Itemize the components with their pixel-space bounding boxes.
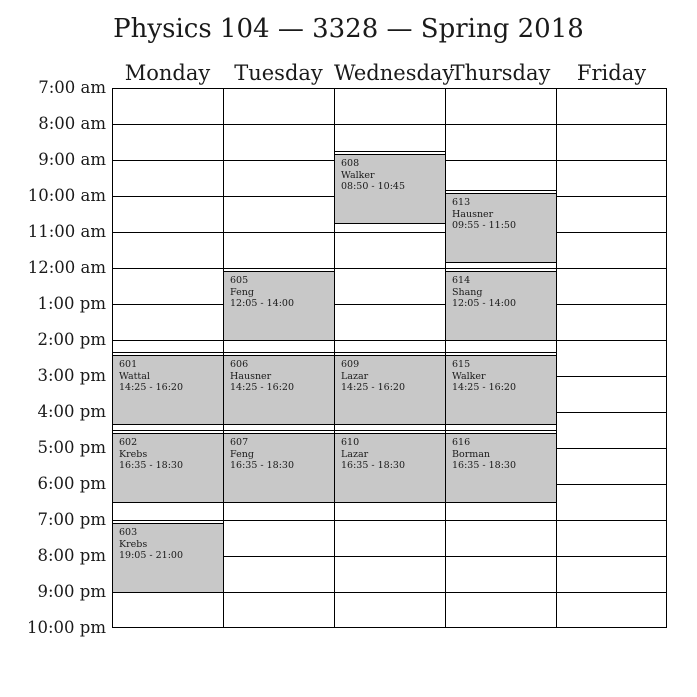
section-time: 14:25 - 16:20 bbox=[341, 382, 406, 393]
section-number: 601 bbox=[119, 359, 138, 370]
time-label: 3:00 pm bbox=[37, 366, 106, 385]
block-top-rule bbox=[112, 520, 224, 521]
time-label: 6:00 pm bbox=[37, 474, 106, 493]
day-header-thursday: Thursday bbox=[450, 61, 551, 85]
time-label: 4:00 pm bbox=[37, 402, 106, 421]
section-number: 606 bbox=[230, 359, 249, 370]
section-616-block[interactable] bbox=[445, 433, 557, 503]
section-time: 19:05 - 21:00 bbox=[119, 550, 184, 561]
block-top-rule bbox=[112, 352, 224, 353]
time-label: 10:00 pm bbox=[26, 618, 106, 637]
section-time: 09:55 - 11:50 bbox=[452, 220, 517, 231]
time-label: 10:00 am bbox=[27, 186, 106, 205]
section-time: 16:35 - 18:30 bbox=[230, 460, 295, 471]
time-label: 2:00 pm bbox=[37, 330, 106, 349]
block-top-rule bbox=[445, 352, 557, 353]
section-number: 605 bbox=[230, 275, 249, 286]
day-header-friday: Friday bbox=[576, 61, 647, 85]
day-header-wednesday: Wednesday bbox=[334, 61, 455, 85]
day-header-tuesday: Tuesday bbox=[234, 61, 323, 85]
section-606-block[interactable] bbox=[223, 355, 335, 425]
hour-gridline bbox=[113, 232, 666, 233]
section-number: 610 bbox=[341, 437, 360, 448]
block-top-rule bbox=[223, 268, 335, 269]
section-number: 609 bbox=[341, 359, 360, 370]
section-number: 613 bbox=[452, 197, 471, 208]
time-label: 7:00 am bbox=[38, 78, 106, 97]
block-top-rule bbox=[334, 430, 446, 431]
section-time: 14:25 - 16:20 bbox=[119, 382, 184, 393]
time-label: 11:00 am bbox=[27, 222, 106, 241]
section-608-block[interactable] bbox=[334, 154, 446, 224]
section-number: 608 bbox=[341, 158, 360, 169]
section-time: 14:25 - 16:20 bbox=[230, 382, 295, 393]
section-time: 16:35 - 18:30 bbox=[341, 460, 406, 471]
section-number: 602 bbox=[119, 437, 138, 448]
instructor-name: Walker bbox=[452, 370, 486, 382]
instructor-name: Krebs bbox=[119, 538, 148, 550]
hour-gridline bbox=[113, 124, 666, 125]
section-number: 603 bbox=[119, 527, 138, 538]
time-label: 9:00 am bbox=[38, 150, 106, 169]
instructor-name: Wattal bbox=[119, 370, 150, 382]
block-top-rule bbox=[445, 430, 557, 431]
section-time: 16:35 - 18:30 bbox=[119, 460, 184, 471]
time-label: 9:00 pm bbox=[37, 582, 106, 601]
instructor-name: Feng bbox=[230, 448, 254, 460]
section-time: 12:05 - 14:00 bbox=[230, 298, 295, 309]
section-609-block[interactable] bbox=[334, 355, 446, 425]
time-label: 5:00 pm bbox=[37, 438, 106, 457]
time-label: 12:00 am bbox=[27, 258, 106, 277]
instructor-name: Walker bbox=[341, 169, 375, 181]
instructor-name: Lazar bbox=[341, 448, 369, 460]
hour-gridline bbox=[113, 340, 666, 341]
hour-gridline bbox=[113, 304, 666, 305]
instructor-name: Lazar bbox=[341, 370, 369, 382]
instructor-name: Hausner bbox=[452, 208, 494, 220]
section-number: 607 bbox=[230, 437, 249, 448]
section-time: 08:50 - 10:45 bbox=[341, 181, 406, 192]
time-label: 1:00 pm bbox=[37, 294, 106, 313]
section-614-block[interactable] bbox=[445, 271, 557, 341]
section-607-block[interactable] bbox=[223, 433, 335, 503]
instructor-name: Hausner bbox=[230, 370, 272, 382]
instructor-name: Feng bbox=[230, 286, 254, 298]
section-number: 615 bbox=[452, 359, 471, 370]
schedule-grid bbox=[112, 88, 667, 628]
block-top-rule bbox=[445, 268, 557, 269]
section-number: 616 bbox=[452, 437, 471, 448]
section-time: 14:25 - 16:20 bbox=[452, 382, 517, 393]
instructor-name: Krebs bbox=[119, 448, 148, 460]
instructor-name: Borman bbox=[452, 448, 491, 460]
schedule-title: Physics 104 — 3328 — Spring 2018 bbox=[113, 14, 584, 44]
section-613-block[interactable] bbox=[445, 193, 557, 263]
time-label: 8:00 am bbox=[38, 114, 106, 133]
time-label: 7:00 pm bbox=[37, 510, 106, 529]
block-top-rule bbox=[112, 430, 224, 431]
section-time: 16:35 - 18:30 bbox=[452, 460, 517, 471]
block-top-rule bbox=[223, 430, 335, 431]
section-610-block[interactable] bbox=[334, 433, 446, 503]
section-time: 12:05 - 14:00 bbox=[452, 298, 517, 309]
section-602-block[interactable] bbox=[112, 433, 224, 503]
hour-gridline bbox=[113, 268, 666, 269]
block-top-rule bbox=[445, 190, 557, 191]
section-615-block[interactable] bbox=[445, 355, 557, 425]
section-605-block[interactable] bbox=[223, 271, 335, 341]
day-header-monday: Monday bbox=[124, 61, 211, 85]
block-top-rule bbox=[334, 151, 446, 152]
section-601-block[interactable] bbox=[112, 355, 224, 425]
section-603-block[interactable] bbox=[112, 523, 224, 593]
instructor-name: Shang bbox=[452, 286, 483, 298]
block-top-rule bbox=[223, 352, 335, 353]
time-label: 8:00 pm bbox=[37, 546, 106, 565]
section-number: 614 bbox=[452, 275, 471, 286]
block-top-rule bbox=[334, 352, 446, 353]
